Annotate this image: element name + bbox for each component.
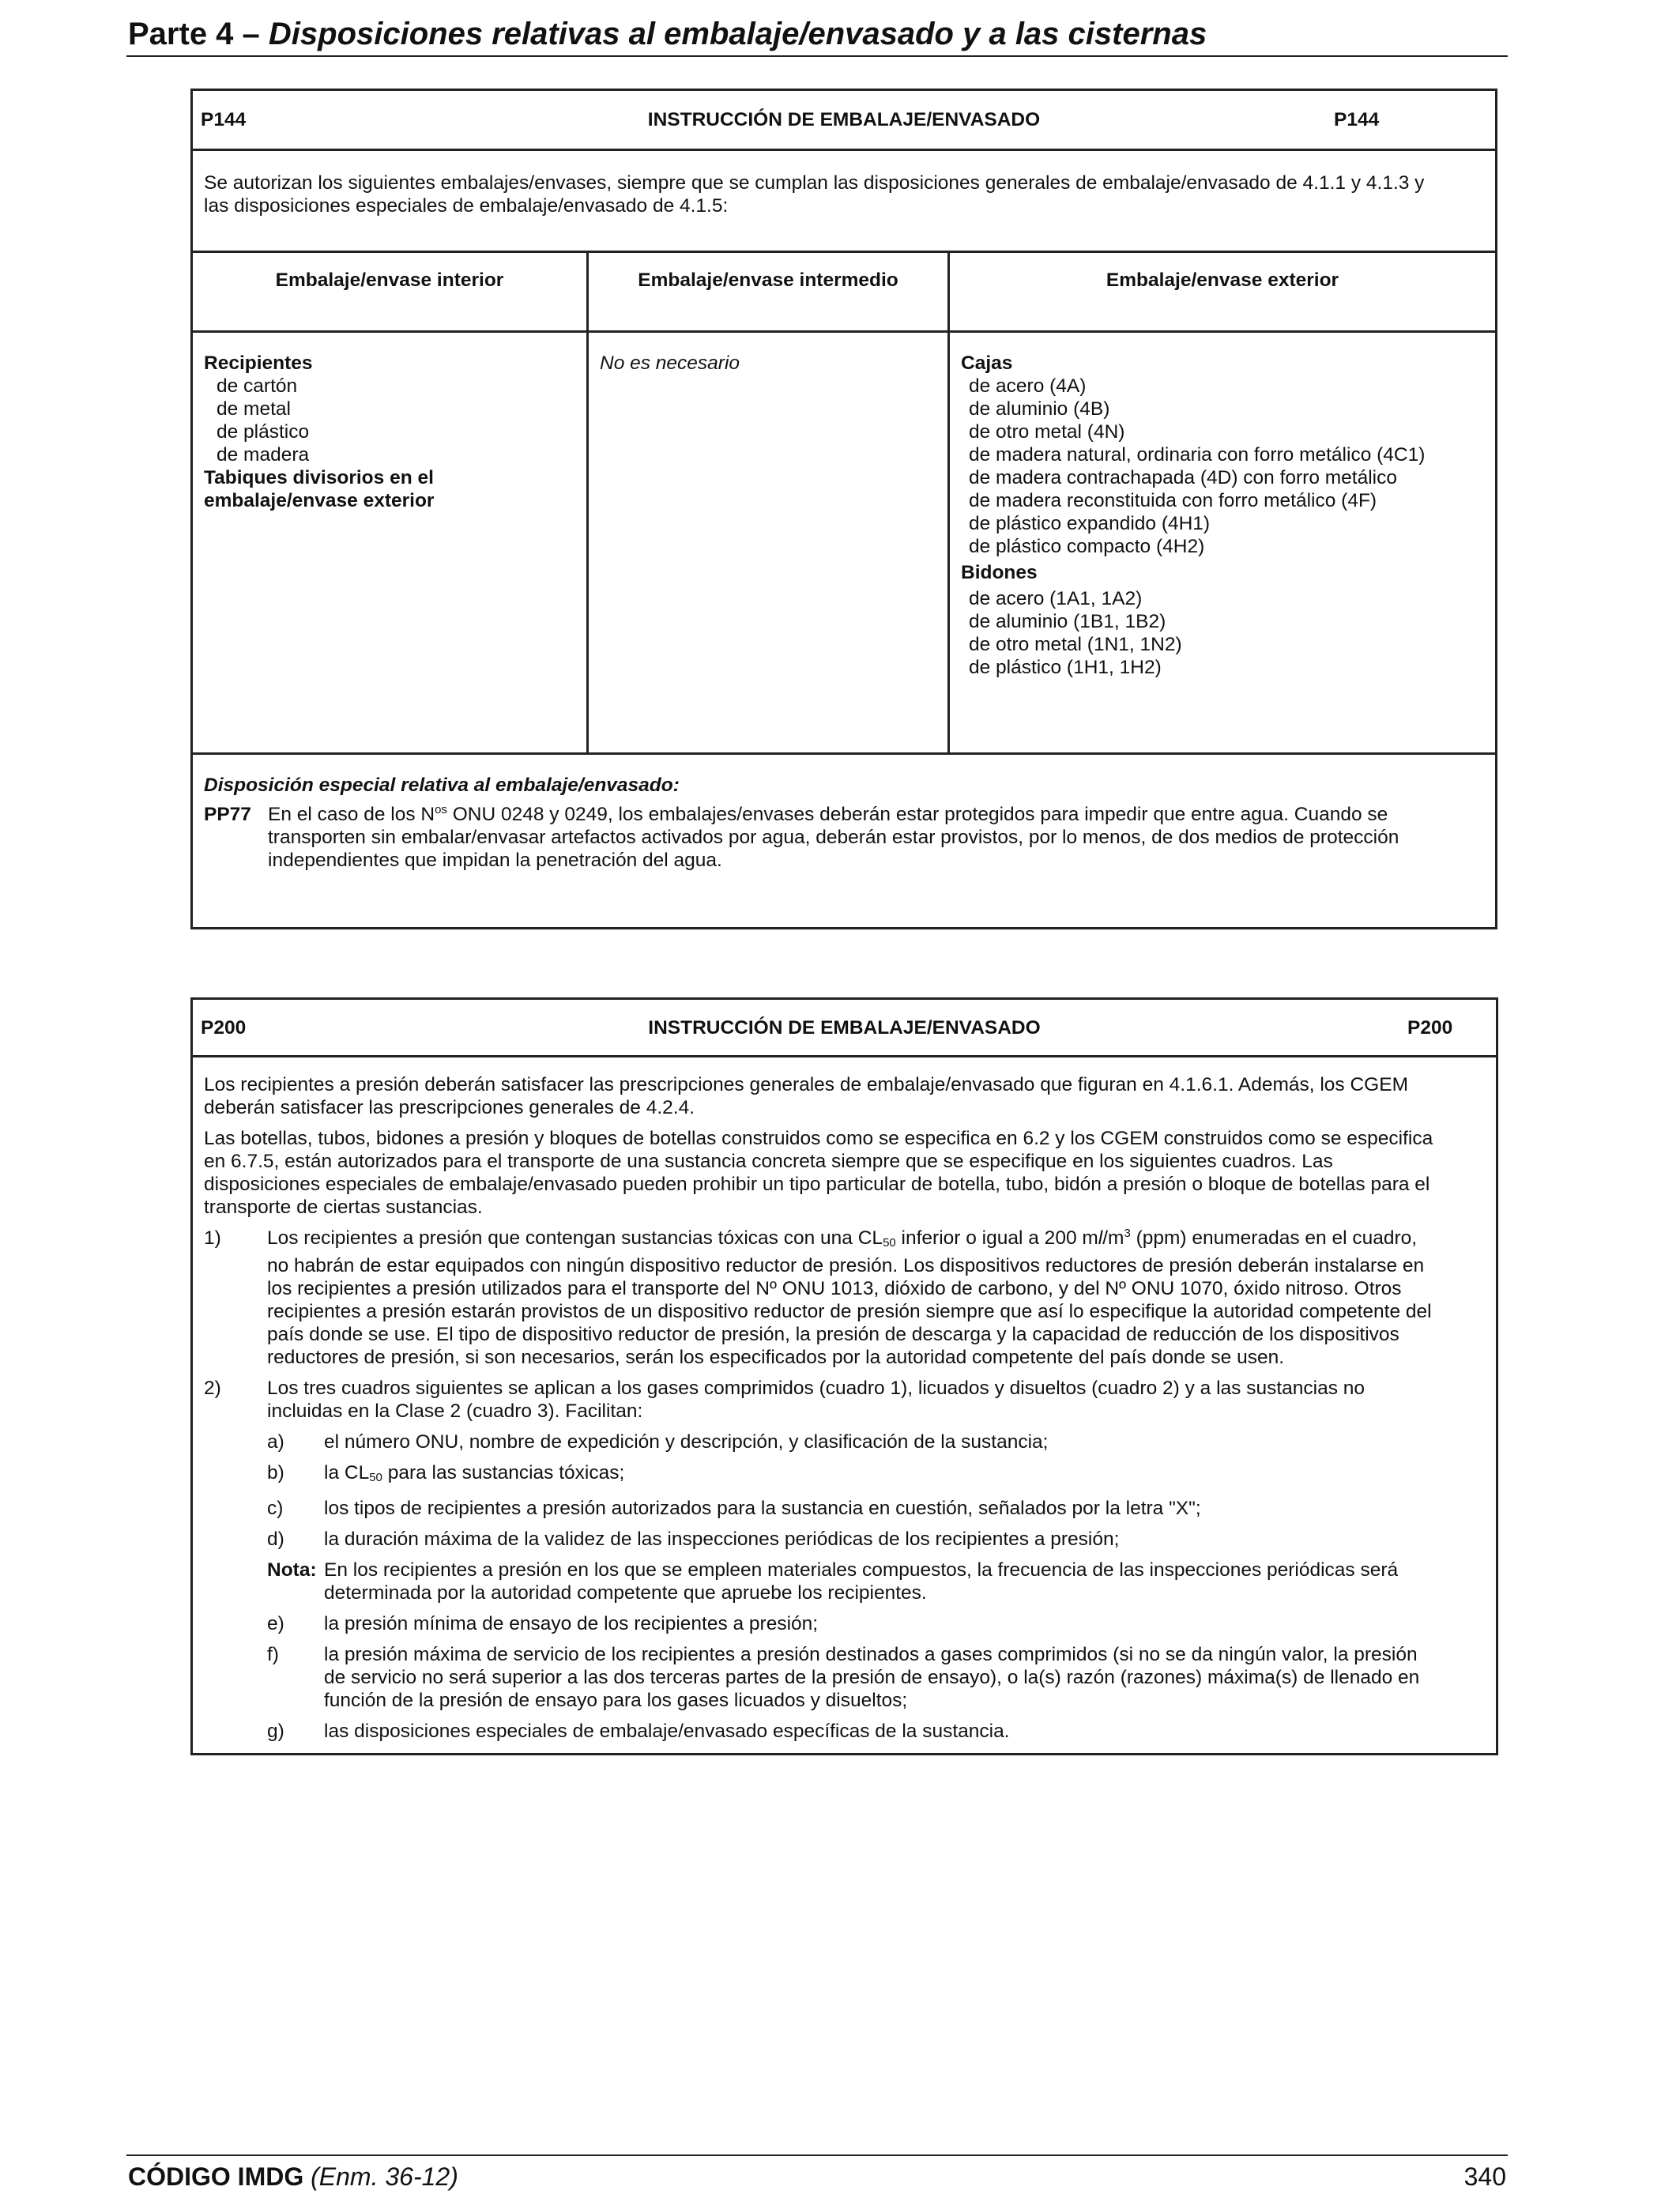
inner-item: de cartón — [217, 375, 298, 397]
intermediate-packaging-cell — [589, 333, 950, 752]
outer-box-item: de madera contrachapada (4D) con forro metálico — [969, 467, 1398, 488]
outer-box-item: de madera natural, ordinaria con forro metálico (4C1) — [969, 444, 1426, 466]
sub-item-d: d) la duración máxima de la validez de las inspecciones periódicas de los recipientes a presión; — [267, 1529, 1120, 1550]
outer-packaging-cell — [950, 333, 1495, 752]
item2-line: incluidas en la Clase 2 (cuadro 3). Facilitan: — [267, 1400, 643, 1422]
item1-line: no habrán de estar equipados con ningún dispositivo reductor de presión. Los dispositivos reductores de presión deberán instalarse en — [267, 1255, 1425, 1276]
p144-code-right: P144 — [1334, 109, 1380, 130]
outer-box-item: de plástico compacto (4H2) — [969, 536, 1205, 557]
p200-heading: INSTRUCCIÓN DE EMBALAJE/ENVASADO — [648, 1016, 1041, 1039]
outer-drum-item: de otro metal (1N1, 1N2) — [969, 634, 1182, 655]
para1-line: Los recipientes a presión deberán satisfacer las prescripciones generales de embalaje/envasado que figuran en 4.1.6.1. Además, los CGEM — [204, 1074, 1408, 1095]
sub-item-c: c) los tipos de recipientes a presión autorizados para la sustancia en cuestión, señalados por la letra "X"; — [267, 1498, 1201, 1519]
p200-title-row — [193, 1000, 1496, 1057]
inner-packaging-cell — [193, 333, 589, 752]
inner-extra: embalaje/envase exterior — [204, 490, 435, 511]
pp77-line: En el caso de los $N^{os}$ ONU 0248 y 0249, los embalajes/envases deberán estar protegidos para impedir que entre agua. Cuando se — [268, 803, 1388, 825]
outer-box-item: de madera reconstituida con forro metálico (4F) — [969, 490, 1377, 511]
list-number: 2) — [204, 1378, 221, 1399]
outer-drums-title: Bidones — [961, 562, 1038, 583]
list-item-1 — [204, 1227, 1485, 1369]
outer-drum-item: de aluminio (1B1, 1B2) — [969, 611, 1166, 632]
item1-line: recipientes a presión estarán provistos de un dispositivo reductor de presión siempre que así lo especifique la autoridad competente del — [267, 1301, 1432, 1322]
intermediate-text: No es necesario — [600, 352, 740, 374]
p144-code-left: P144 — [201, 109, 247, 130]
p144-intro-line: Se autorizan los siguientes embalajes/envases, siempre que se cumplan las disposiciones generales de embalaje/envasado de 4.1.1 y 4.1.3 y — [204, 172, 1425, 194]
pp77-code: PP77 — [204, 804, 251, 825]
footer-rule — [126, 2154, 1508, 2156]
inner-item: de plástico — [217, 421, 310, 443]
special-provision-title: Disposición especial relativa al embalaje/envasado: — [204, 775, 680, 796]
outer-box-item: de otro metal (4N) — [969, 421, 1125, 443]
sub-item-g: g) las disposiciones especiales de embalaje/envasado específicas de la sustancia. — [267, 1721, 1010, 1742]
footer-code: CÓDIGO IMDG (Enm. 36-12) — [128, 2162, 458, 2191]
item1-line: país donde se use. El tipo de dispositivo reductor de presión, la presión de descarga y la capacidad de reducción de los dispositivos — [267, 1324, 1399, 1345]
p144-intro — [193, 151, 1495, 253]
item1-line: reductores de presión, si son necesarios, serán los especificados por la autoridad competente del país donde se usen. — [267, 1347, 1285, 1368]
outer-boxes-title: Cajas — [961, 352, 1013, 374]
note — [267, 1559, 1485, 1604]
inner-item: de madera — [217, 444, 310, 466]
note-line: En los recipientes a presión en los que se empleen materiales compuestos, la frecuencia de las inspecciones periódicas será — [324, 1559, 1399, 1581]
p144-title-row — [193, 91, 1495, 151]
list-number: 1) — [204, 1227, 221, 1249]
inner-item: de metal — [217, 398, 291, 420]
p144-instruction-box — [190, 89, 1497, 929]
p200-code-left: P200 — [201, 1016, 247, 1039]
inner-extra: Tabiques divisorios en el — [204, 467, 434, 488]
note-line: determinada por la autoridad competente que apruebe los recipientes. — [324, 1582, 927, 1604]
outer-drum-item: de acero (1A1, 1A2) — [969, 588, 1143, 609]
p144-special-provision — [193, 755, 1495, 872]
p200-body — [193, 1057, 1496, 1743]
part-label: Parte 4 – — [128, 17, 269, 51]
p144-intro-line: las disposiciones especiales de embalaje/envasado de 4.1.5: — [204, 195, 729, 217]
item1-line: los recipientes a presión utilizados para el transporte del Nº ONU 1013, dióxido de carbono, y del Nº ONU 1070, óxido nitroso. Otros — [267, 1278, 1402, 1299]
p144-heading: INSTRUCCIÓN DE EMBALAJE/ENVASADO — [647, 109, 1041, 130]
outer-box-item: de aluminio (4B) — [969, 398, 1110, 420]
outer-box-item: de plástico expandido (4H1) — [969, 513, 1211, 534]
para1-line: deberán satisfacer las prescripciones generales de 4.2.4. — [204, 1097, 695, 1118]
p144-column-headers — [193, 253, 1495, 333]
page-header — [128, 14, 1207, 54]
item1-line: Los recipientes a presión que contengan sustancias tóxicas con una $CL_{50}$ inferior o igual a 200 $ml/m^3$ (ppm) enumeradas en el cuadro, — [267, 1227, 1418, 1250]
para2-line: en 6.7.5, están autorizados para el transporte de una sustancia concreta siempre que se especifique en los siguientes cuadros. Las — [204, 1151, 1333, 1172]
note-label: Nota: — [267, 1559, 317, 1581]
sub-item-a: a) el número ONU, nombre de expedición y descripción, y clasificación de la sustancia; — [267, 1431, 1049, 1453]
item2-line: Los tres cuadros siguientes se aplican a los gases comprimidos (cuadro 1), licuados y disueltos (cuadro 2) y a las sustancias no — [267, 1378, 1365, 1399]
outer-drum-item: de plástico (1H1, 1H2) — [969, 657, 1162, 678]
sub-item-e: e) la presión mínima de ensayo de los recipientes a presión; — [267, 1613, 819, 1634]
pp77-line: transporten sin embalar/envasar artefactos activados por agua, deberán estar provistos, por lo menos, de dos medios de protección — [268, 827, 1399, 848]
para2-line: transporte de ciertas sustancias. — [204, 1197, 483, 1218]
list-item-2 — [204, 1377, 1485, 1423]
col-header-outer: Embalaje/envase exterior — [1106, 270, 1339, 291]
page-number: 340 — [1463, 2162, 1506, 2191]
header-rule — [126, 55, 1508, 57]
part-title: Disposiciones relativas al embalaje/envasado y a las cisternas — [268, 17, 1207, 51]
outer-box-item: de acero (4A) — [969, 375, 1087, 397]
para2-line: disposiciones especiales de embalaje/envasado pueden prohibir un tipo particular de botella, tubo, bidón a presión o bloque de botellas para el — [204, 1174, 1430, 1195]
p144-column-content — [193, 333, 1495, 755]
p200-code-right: P200 — [1407, 1016, 1453, 1039]
col-header-inner: Embalaje/envase interior — [193, 253, 589, 330]
para2-line: Las botellas, tubos, bidones a presión y bloques de botellas construidos como se especifica en 6.2 y los CGEM construidos como se especifica — [204, 1128, 1433, 1149]
col-header-intermediate: Embalaje/envase intermedio — [589, 253, 950, 330]
p200-instruction-box — [190, 997, 1498, 1755]
sub-item-f: f) la presión máxima de servicio de los recipientes a presión destinados a gases comprimidos (si no se da ningún valor, la presión de servicio no será superior a las dos terceras partes de la presión de ensayo), o la(s) razón (razones) máxima(s) de llenado en función de la presión de ensayo para los gases licuados y disueltos; — [267, 1644, 1420, 1711]
sub-item-b: b) la $CL_{50}$ para las sustancias tóxicas; — [267, 1462, 625, 1484]
pp77-line: independientes que impidan la penetración del agua. — [268, 850, 722, 871]
inner-title: Recipientes — [204, 352, 313, 374]
pp77-provision — [204, 803, 1484, 872]
